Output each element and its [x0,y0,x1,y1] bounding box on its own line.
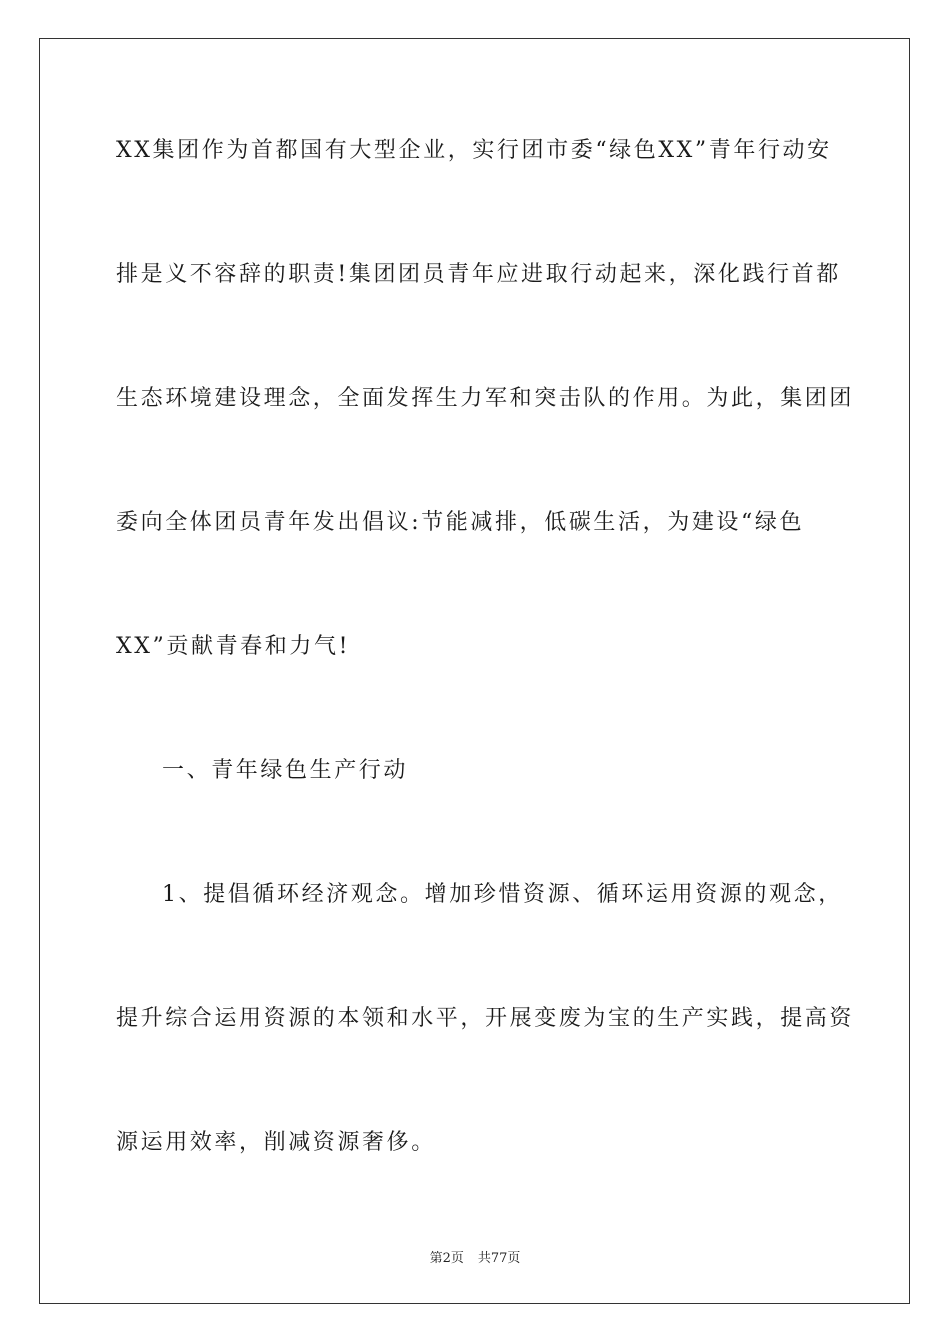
body-text-line-1: XX集团作为首都国有大型企业，实行团市委“绿色XX”青年行动安 [116,138,832,163]
body-text-line-7: 1、提倡循环经济观念。增加珍惜资源、循环运用资源的观念， [162,882,843,907]
body-text-line-5: XX”贡献青春和力气! [116,634,351,659]
body-text-line-4: 委向全体团员青年发出倡议:节能减排，低碳生活，为建设“绿色 [116,510,805,535]
page-number-current: 第2页 [429,1251,464,1266]
page-frame [39,38,910,1304]
page-footer [0,1247,950,1266]
section-heading: 一、青年绿色生产行动 [162,758,409,783]
body-text-line-2: 排是义不容辞的职责!集团团员青年应进取行动起来，深化践行首都 [116,262,841,287]
body-text-line-9: 源运用效率，削减资源奢侈。 [116,1130,436,1155]
page-number-total: 共77页 [477,1251,521,1266]
body-text-line-8: 提升综合运用资源的本领和水平，开展变废为宝的生产实践，提高资 [116,1006,855,1031]
body-text-line-3: 生态环境建设理念，全面发挥生力军和突击队的作用。为此，集团团 [116,386,855,411]
